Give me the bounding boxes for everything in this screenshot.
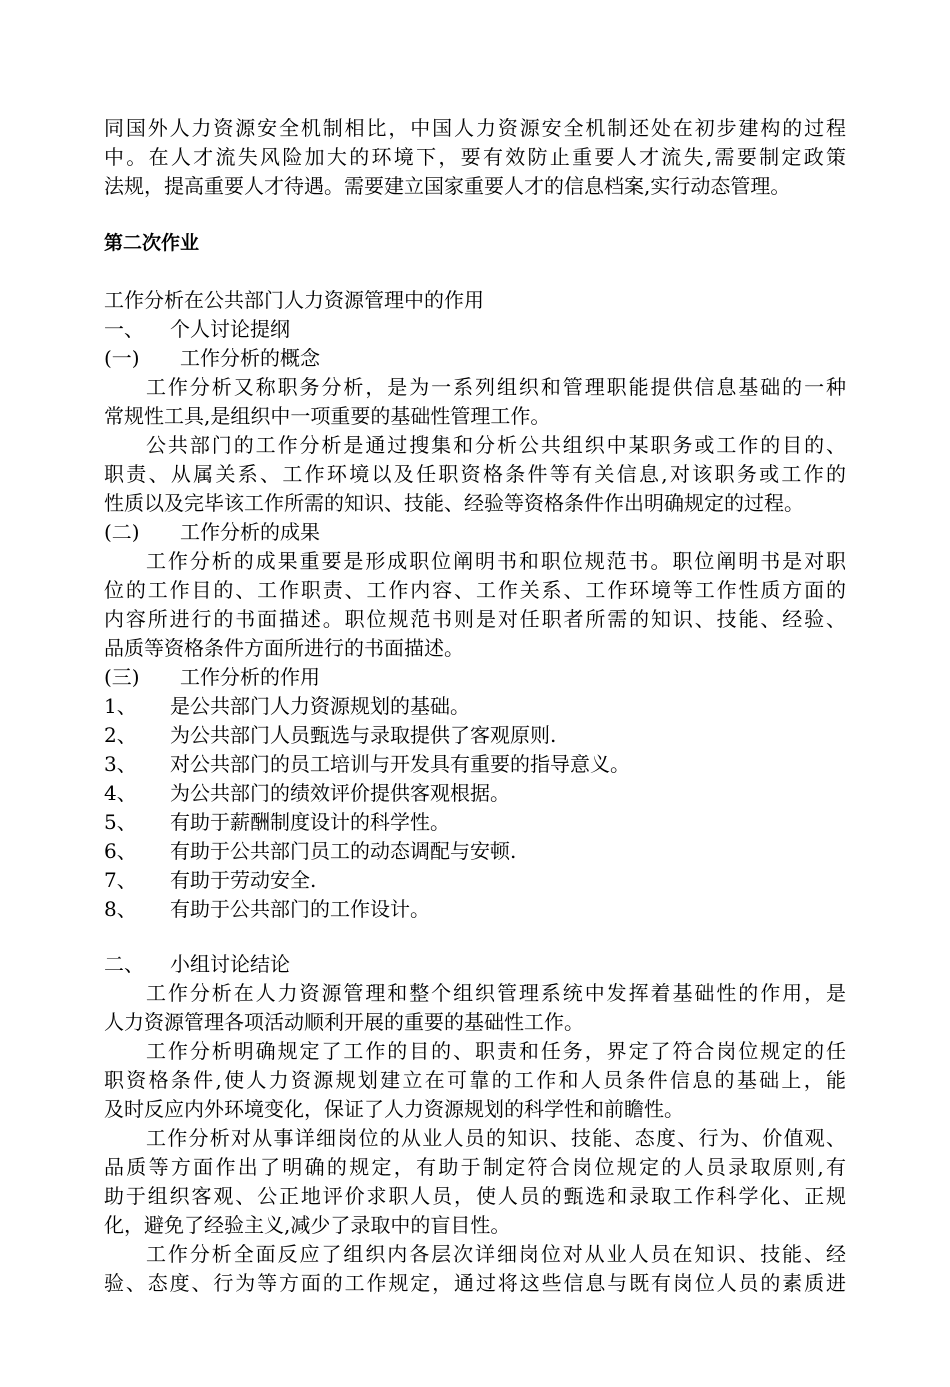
text-line: 公共部门的工作分析是通过搜集和分析公共组织中某职务或工作的目的、 bbox=[146, 433, 846, 457]
text-line: 职资格条件,使人力资源规划建立在可靠的工作和人员条件信息的基础上，能 bbox=[104, 1068, 846, 1092]
list-item-text: 对公共部门的员工培训与开发具有重要的指导意义。 bbox=[170, 752, 630, 776]
list-item-number: 8、 bbox=[104, 897, 137, 921]
list-item bbox=[104, 895, 846, 924]
sub3-title: 工作分析的作用 bbox=[180, 665, 320, 689]
text-line: 工作分析又称职务分析，是为一系列组织和管理职能提供信息基础的一种 bbox=[146, 375, 846, 399]
text-line: 位的工作目的、工作职责、工作内容、工作关系、工作环境等工作性质方面的 bbox=[104, 578, 846, 602]
list-item-text: 为公共部门人员甄选与录取提供了客观原则. bbox=[170, 723, 557, 747]
text-line: 常规性工具,是组织中一项重要的基础性管理工作。 bbox=[104, 404, 551, 428]
list-item bbox=[104, 779, 846, 808]
text-line: 工作分析对从事详细岗位的从业人员的知识、技能、态度、行为、价值观、 bbox=[146, 1126, 846, 1150]
part1-title: 个人讨论提纲 bbox=[170, 317, 290, 341]
sub1-heading bbox=[104, 344, 846, 373]
sub3-list bbox=[104, 692, 846, 924]
text-line: 品质等资格条件方面所进行的书面描述。 bbox=[104, 636, 464, 660]
part2-paragraph-2 bbox=[104, 1037, 846, 1124]
sub3-heading bbox=[104, 663, 846, 692]
list-item bbox=[104, 866, 846, 895]
list-item-number: 4、 bbox=[104, 781, 137, 805]
part2-paragraph-4 bbox=[104, 1240, 846, 1298]
text-line: 性质以及完毕该工作所需的知识、技能、经验等资格条件作出明确规定的过程。 bbox=[104, 491, 804, 515]
sub1-title: 工作分析的概念 bbox=[180, 346, 320, 370]
text-line: 工作分析明确规定了工作的目的、职责和任务，界定了符合岗位规定的任 bbox=[146, 1039, 846, 1063]
list-item-text: 有助于劳动安全. bbox=[170, 868, 317, 892]
list-item-number: 7、 bbox=[104, 868, 137, 892]
sub3-number: (三) bbox=[104, 665, 140, 689]
text-line: 工作分析在人力资源管理和整个组织管理系统中发挥着基础性的作用，是 bbox=[146, 981, 846, 1005]
text-line: 品质等方面作出了明确的规定，有助于制定符合岗位规定的人员录取原则,有 bbox=[104, 1155, 846, 1179]
text-line: 中。在人才流失风险加大的环境下，要有效防止重要人才流失,需要制定政策 bbox=[104, 145, 846, 169]
topic-title: 工作分析在公共部门人力资源管理中的作用 bbox=[104, 288, 484, 312]
text-line: 同国外人力资源安全机制相比，中国人力资源安全机制还处在初步建构的过程 bbox=[104, 116, 846, 140]
list-item bbox=[104, 721, 846, 750]
part1-heading bbox=[104, 315, 846, 344]
part2-title: 小组讨论结论 bbox=[170, 952, 290, 976]
list-item-number: 5、 bbox=[104, 810, 137, 834]
list-item-text: 有助于薪酬制度设计的科学性。 bbox=[170, 810, 450, 834]
text-line: 职责、从属关系、工作环境以及任职资格条件等有关信息,对该职务或工作的 bbox=[104, 462, 846, 486]
text-line: 化，避免了经验主义,减少了录取中的盲目性。 bbox=[104, 1213, 511, 1237]
sub1-paragraph-2 bbox=[104, 431, 846, 518]
intro-paragraph bbox=[104, 114, 846, 201]
section-heading: 第二次作业 bbox=[104, 232, 200, 254]
list-item-text: 是公共部门人力资源规划的基础。 bbox=[170, 694, 470, 718]
text-line: 工作分析全面反应了组织内各层次详细岗位对从业人员在知识、技能、经 bbox=[146, 1242, 846, 1266]
list-item bbox=[104, 692, 846, 721]
text-line: 内容所进行的书面描述。职位规范书则是对任职者所需的知识、技能、经验、 bbox=[104, 607, 846, 631]
list-item bbox=[104, 750, 846, 779]
part2-paragraph-3 bbox=[104, 1124, 846, 1240]
sub2-number: (二) bbox=[104, 520, 140, 544]
text-line: 工作分析的成果重要是形成职位阐明书和职位规范书。职位阐明书是对职 bbox=[146, 549, 846, 573]
sub2-heading bbox=[104, 518, 846, 547]
text-line: 验、态度、行为等方面的工作规定，通过将这些信息与既有岗位人员的素质进 bbox=[104, 1271, 846, 1295]
list-item-number: 3、 bbox=[104, 752, 137, 776]
text-line: 及时反应内外环境变化，保证了人力资源规划的科学性和前瞻性。 bbox=[104, 1097, 684, 1121]
text-line: 法规，提高重要人才待遇。需要建立国家重要人才的信息档案,实行动态管理。 bbox=[104, 174, 791, 198]
list-item bbox=[104, 837, 846, 866]
sub2-paragraph-1 bbox=[104, 547, 846, 663]
list-item-text: 有助于公共部门的工作设计。 bbox=[170, 897, 430, 921]
list-item-text: 有助于公共部门员工的动态调配与安顿. bbox=[170, 839, 517, 863]
part2-number: 二、 bbox=[104, 952, 144, 976]
sub1-number: (一) bbox=[104, 346, 140, 370]
text-line: 助于组织客观、公正地评价求职人员，使人员的甄选和录取工作科学化、正规 bbox=[104, 1184, 846, 1208]
part2-paragraph-1 bbox=[104, 979, 846, 1037]
list-item-number: 2、 bbox=[104, 723, 137, 747]
list-item-number: 1、 bbox=[104, 694, 137, 718]
list-item-text: 为公共部门的绩效评价提供客观根据。 bbox=[170, 781, 510, 805]
sub1-paragraph-1 bbox=[104, 373, 846, 431]
list-item bbox=[104, 808, 846, 837]
part1-number: 一、 bbox=[104, 317, 144, 341]
part2-heading bbox=[104, 950, 846, 979]
text-line: 人力资源管理各项活动顺利开展的重要的基础性工作。 bbox=[104, 1010, 584, 1034]
sub2-title: 工作分析的成果 bbox=[180, 520, 320, 544]
list-item-number: 6、 bbox=[104, 839, 137, 863]
document-body bbox=[104, 114, 846, 1298]
